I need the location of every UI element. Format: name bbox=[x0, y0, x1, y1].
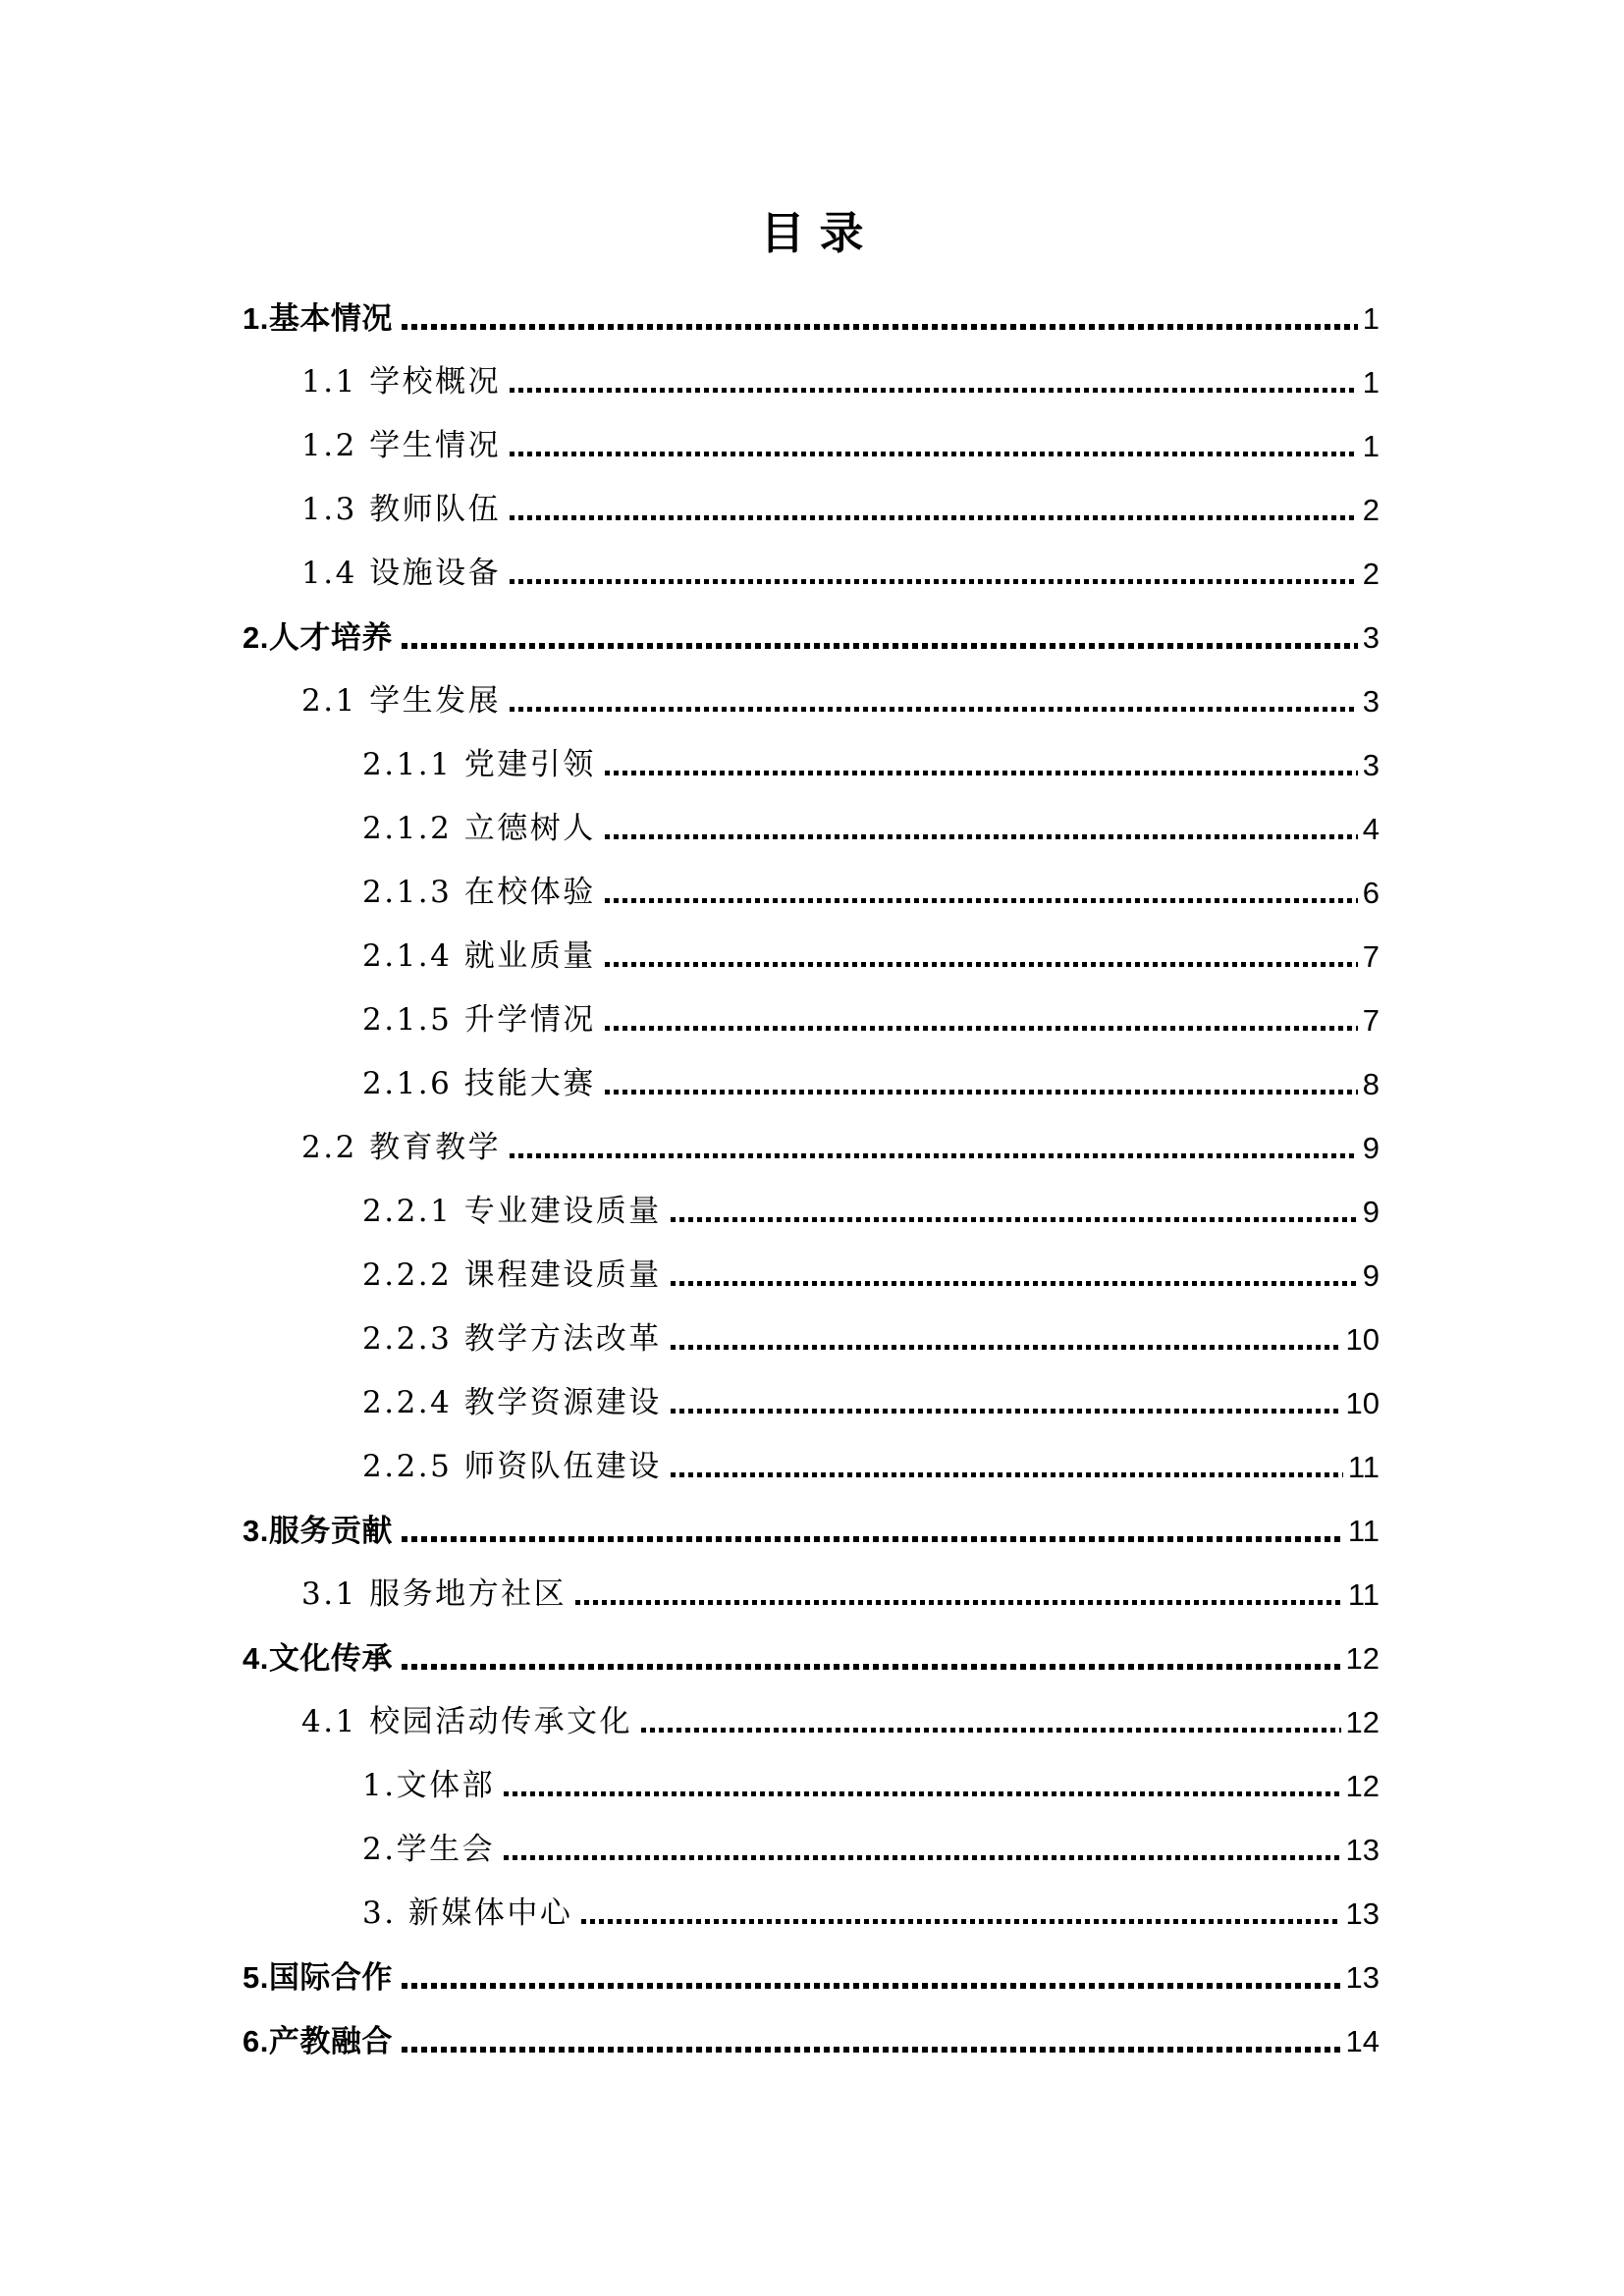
dot-leader bbox=[671, 1217, 1358, 1222]
dot-leader bbox=[402, 324, 1358, 330]
toc-entry-page: 1 bbox=[1362, 365, 1380, 400]
dot-leader bbox=[402, 2047, 1341, 2053]
toc-entry-page: 6 bbox=[1362, 876, 1380, 911]
toc-entry-17[interactable] bbox=[243, 1366, 1380, 1430]
toc-entry-label: 6.产教融合 bbox=[243, 2024, 393, 2059]
dot-leader bbox=[605, 771, 1358, 775]
toc-entry-page: 12 bbox=[1345, 1769, 1380, 1804]
toc-entry-27[interactable] bbox=[243, 2004, 1380, 2068]
toc-entry-page: 11 bbox=[1347, 1450, 1380, 1485]
toc-entry-1[interactable] bbox=[243, 346, 1380, 409]
dot-leader bbox=[510, 388, 1358, 393]
toc-entry-label: 2.2.4 教学资源建设 bbox=[362, 1385, 662, 1421]
toc-entry-22[interactable] bbox=[243, 1685, 1380, 1749]
toc-entry-label: 2.2.5 师资队伍建设 bbox=[362, 1449, 662, 1485]
dot-leader bbox=[671, 1472, 1343, 1477]
toc-entry-2[interactable] bbox=[243, 409, 1380, 473]
toc-entry-label: 2.1.6 技能大赛 bbox=[362, 1066, 596, 1102]
toc-entry-10[interactable] bbox=[243, 920, 1380, 984]
toc-entry-12[interactable] bbox=[243, 1047, 1380, 1111]
toc-entry-label: 2.1.2 立德树人 bbox=[362, 811, 596, 847]
toc-list bbox=[243, 282, 1380, 2068]
toc-entry-page: 12 bbox=[1345, 1641, 1380, 1677]
toc-entry-14[interactable] bbox=[243, 1175, 1380, 1239]
toc-entry-page: 10 bbox=[1345, 1386, 1380, 1421]
toc-entry-24[interactable] bbox=[243, 1813, 1380, 1877]
toc-entry-page: 8 bbox=[1362, 1067, 1380, 1102]
toc-entry-page: 9 bbox=[1362, 1195, 1380, 1230]
toc-entry-label: 1.基本情况 bbox=[243, 301, 393, 337]
page-title: 目录 bbox=[760, 207, 879, 259]
toc-entry-label: 4.文化传承 bbox=[243, 1641, 393, 1677]
toc-entry-26[interactable] bbox=[243, 1941, 1380, 2004]
toc-entry-page: 11 bbox=[1347, 1577, 1380, 1613]
toc-entry-page: 11 bbox=[1347, 1514, 1380, 1549]
dot-leader bbox=[605, 962, 1358, 967]
toc-entry-page: 2 bbox=[1362, 557, 1380, 592]
dot-leader bbox=[605, 1026, 1358, 1031]
toc-entry-label: 1.3 教师队伍 bbox=[301, 492, 502, 528]
toc-entry-11[interactable] bbox=[243, 984, 1380, 1047]
toc-entry-6[interactable] bbox=[243, 665, 1380, 728]
dot-leader bbox=[510, 1153, 1358, 1158]
toc-entry-page: 4 bbox=[1362, 812, 1380, 847]
toc-entry-page: 3 bbox=[1362, 684, 1380, 720]
toc-entry-page: 13 bbox=[1345, 1896, 1380, 1932]
toc-entry-label: 2.1 学生发展 bbox=[301, 683, 502, 720]
dot-leader bbox=[671, 1345, 1341, 1350]
dot-leader bbox=[504, 1791, 1340, 1796]
dot-leader bbox=[605, 1090, 1358, 1095]
toc-entry-7[interactable] bbox=[243, 728, 1380, 792]
toc-entry-page: 10 bbox=[1345, 1322, 1380, 1358]
toc-entry-page: 14 bbox=[1345, 2024, 1380, 2059]
toc-entry-label: 2.1.5 升学情况 bbox=[362, 1002, 596, 1039]
toc-entry-label: 3. 新媒体中心 bbox=[362, 1896, 573, 1932]
dot-leader bbox=[641, 1728, 1340, 1733]
dot-leader bbox=[510, 452, 1358, 456]
dot-leader bbox=[402, 1664, 1341, 1670]
toc-entry-page: 2 bbox=[1362, 493, 1380, 528]
toc-entry-9[interactable] bbox=[243, 856, 1380, 920]
toc-entry-page: 9 bbox=[1362, 1131, 1380, 1166]
dot-leader bbox=[510, 707, 1358, 712]
toc-entry-label: 2.2.2 课程建设质量 bbox=[362, 1257, 662, 1294]
toc-entry-23[interactable] bbox=[243, 1749, 1380, 1813]
toc-entry-label: 2.1.1 党建引领 bbox=[362, 747, 596, 783]
dot-leader bbox=[581, 1919, 1340, 1924]
toc-entry-label: 2.人才培养 bbox=[243, 620, 393, 656]
toc-entry-4[interactable] bbox=[243, 537, 1380, 601]
toc-entry-label: 1.文体部 bbox=[362, 1768, 496, 1804]
toc-entry-page: 1 bbox=[1362, 429, 1380, 464]
toc-entry-page: 13 bbox=[1345, 1960, 1380, 1996]
toc-entry-page: 12 bbox=[1345, 1705, 1380, 1740]
toc-entry-15[interactable] bbox=[243, 1239, 1380, 1303]
dot-leader bbox=[402, 643, 1358, 649]
dot-leader bbox=[510, 515, 1358, 520]
toc-entry-page: 1 bbox=[1362, 301, 1380, 337]
dot-leader bbox=[402, 1983, 1341, 1989]
toc-entry-5[interactable] bbox=[243, 601, 1380, 665]
toc-entry-page: 9 bbox=[1362, 1258, 1380, 1294]
toc-entry-label: 2.2.3 教学方法改革 bbox=[362, 1321, 662, 1358]
dot-leader bbox=[510, 579, 1358, 584]
toc-entry-20[interactable] bbox=[243, 1558, 1380, 1622]
toc-entry-label: 2.1.3 在校体验 bbox=[362, 875, 596, 911]
toc-entry-8[interactable] bbox=[243, 792, 1380, 856]
dot-leader bbox=[605, 898, 1358, 903]
toc-entry-page: 7 bbox=[1362, 939, 1380, 975]
dot-leader bbox=[575, 1600, 1343, 1605]
toc-entry-label: 4.1 校园活动传承文化 bbox=[301, 1704, 633, 1740]
toc-entry-label: 5.国际合作 bbox=[243, 1960, 393, 1996]
toc-entry-page: 13 bbox=[1345, 1833, 1380, 1868]
toc-entry-25[interactable] bbox=[243, 1877, 1380, 1941]
toc-entry-label: 1.2 学生情况 bbox=[301, 428, 502, 464]
dot-leader bbox=[605, 834, 1358, 839]
toc-entry-16[interactable] bbox=[243, 1303, 1380, 1366]
dot-leader bbox=[671, 1409, 1341, 1414]
toc-entry-page: 3 bbox=[1362, 748, 1380, 783]
dot-leader bbox=[402, 1536, 1343, 1542]
toc-entry-label: 1.1 学校概况 bbox=[301, 364, 502, 400]
toc-entry-13[interactable] bbox=[243, 1111, 1380, 1175]
toc-entry-label: 2.2 教育教学 bbox=[301, 1130, 502, 1166]
toc-entry-label: 2.1.4 就业质量 bbox=[362, 938, 596, 975]
toc-entry-3[interactable] bbox=[243, 473, 1380, 537]
toc-entry-19[interactable] bbox=[243, 1494, 1380, 1558]
toc-entry-21[interactable] bbox=[243, 1622, 1380, 1685]
toc-entry-label: 2.学生会 bbox=[362, 1832, 496, 1868]
toc-entry-18[interactable] bbox=[243, 1430, 1380, 1494]
toc-entry-label: 2.2.1 专业建设质量 bbox=[362, 1194, 662, 1230]
toc-entry-page: 3 bbox=[1362, 620, 1380, 656]
toc-entry-label: 3.服务贡献 bbox=[243, 1514, 393, 1549]
dot-leader bbox=[671, 1281, 1358, 1286]
toc-entry-label: 3.1 服务地方社区 bbox=[301, 1576, 568, 1613]
toc-entry-page: 7 bbox=[1362, 1003, 1380, 1039]
dot-leader bbox=[504, 1855, 1340, 1860]
toc-entry-label: 1.4 设施设备 bbox=[301, 556, 502, 592]
toc-entry-0[interactable] bbox=[243, 282, 1380, 346]
